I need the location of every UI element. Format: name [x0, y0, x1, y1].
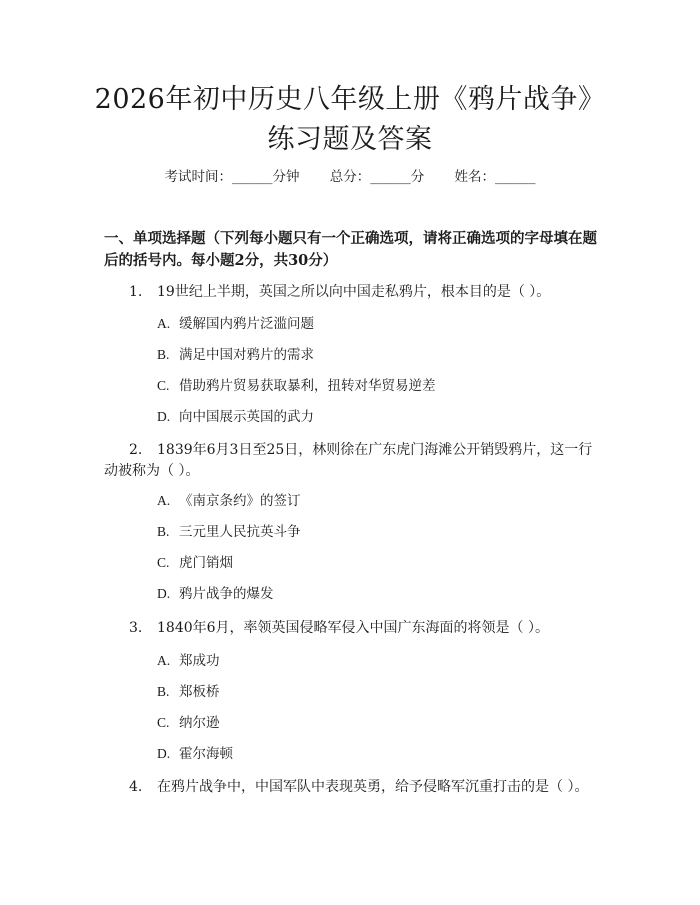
- option-letter: A.: [157, 316, 171, 331]
- question-1-option-d: [157, 407, 597, 427]
- option-text: 纳尔逊: [179, 715, 220, 731]
- question-1: [104, 282, 600, 303]
- question-text: 1840年6月，率领英国侵略军侵入中国广东海面的将领是（ ）。: [157, 620, 549, 636]
- student-name-label: 姓名：______: [454, 169, 536, 185]
- question-3: [104, 618, 600, 639]
- question-text: 在鸦片战争中，中国军队中表现英勇，给予侵略军沉重打击的是（ ）。: [157, 779, 589, 795]
- total-score-label: 总分：______分: [329, 169, 425, 185]
- option-text: 虎门销烟: [179, 555, 233, 571]
- question-3-option-d: [157, 744, 597, 764]
- question-4: [104, 777, 600, 798]
- question-1-option-a: [157, 314, 597, 334]
- option-letter: B.: [157, 347, 170, 362]
- question-3-option-c: [157, 713, 597, 733]
- option-letter: C.: [157, 378, 170, 393]
- option-letter: A.: [157, 653, 171, 668]
- option-letter: D.: [157, 586, 171, 601]
- question-2-option-d: [157, 584, 597, 604]
- question-1-option-c: [157, 376, 597, 396]
- option-letter: B.: [157, 684, 170, 699]
- option-letter: D.: [157, 746, 171, 761]
- exam-time-label: 考试时间：______分钟: [164, 169, 300, 185]
- question-number: 3.: [129, 620, 143, 636]
- option-text: 《南京条约》的签订: [179, 493, 301, 509]
- question-text: 1839年6月3日至25日，林则徐在广东虎门海滩公开销毁鸦片，这一行动被称为（ ）。: [104, 442, 593, 479]
- question-2-option-b: [157, 522, 597, 542]
- option-text: 郑板桥: [179, 684, 220, 700]
- option-text: 缓解国内鸦片泛滥问题: [179, 316, 314, 332]
- option-text: 郑成功: [179, 653, 220, 669]
- question-3-option-a: [157, 651, 597, 671]
- question-1-option-b: [157, 345, 597, 365]
- exam-info-line: [0, 166, 700, 188]
- option-text: 向中国展示英国的武力: [179, 409, 314, 425]
- option-text: 三元里人民抗英斗争: [179, 524, 301, 540]
- page-title: 2026年初中历史八年级上册《鸦片战争》练习题及答案: [94, 84, 606, 155]
- option-text: 霍尔海顿: [179, 746, 233, 762]
- question-3-option-b: [157, 682, 597, 702]
- question-2-option-a: [157, 491, 597, 511]
- option-letter: D.: [157, 409, 171, 424]
- question-number: 1.: [129, 284, 143, 300]
- question-2: [104, 440, 600, 482]
- option-letter: B.: [157, 524, 170, 539]
- question-2-option-c: [157, 553, 597, 573]
- question-number: 4.: [129, 779, 143, 795]
- option-text: 满足中国对鸦片的需求: [179, 347, 314, 363]
- option-letter: A.: [157, 493, 171, 508]
- question-number: 2.: [129, 442, 143, 458]
- option-letter: C.: [157, 715, 170, 730]
- question-text: 19世纪上半期，英国之所以向中国走私鸦片，根本目的是（ ）。: [157, 284, 551, 300]
- option-text: 鸦片战争的爆发: [179, 586, 274, 602]
- section-heading: 一、单项选择题（下列每小题只有一个正确选项，请将正确选项的字母填在题后的括号内。每小题2分，共30分）: [104, 230, 597, 269]
- option-letter: C.: [157, 555, 170, 570]
- option-text: 借助鸦片贸易获取暴利，扭转对华贸易逆差: [179, 378, 436, 394]
